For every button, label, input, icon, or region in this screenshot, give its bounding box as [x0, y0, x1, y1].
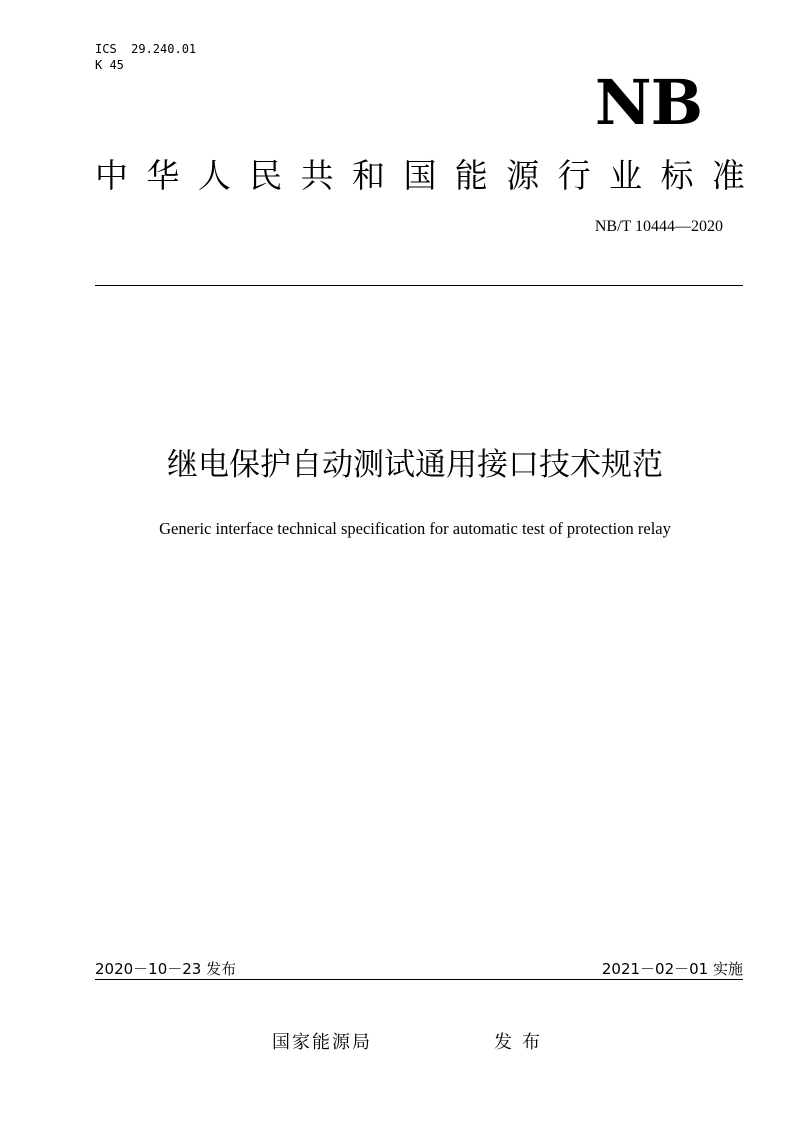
bottom-divider: [95, 979, 743, 980]
standard-title-char: 源: [506, 156, 540, 195]
issue-date: 2020－10－23 发布: [95, 960, 237, 978]
top-divider: [95, 285, 743, 286]
standard-category-title: [95, 152, 745, 200]
implementation-date: 2021－02－01 实施: [601, 960, 743, 978]
standard-number: NB/T 10444—2020: [594, 218, 723, 235]
nb-logo: NB: [594, 66, 702, 139]
ics-code: ICS 29.240.01: [95, 42, 197, 56]
publish-label: 发布: [494, 1032, 550, 1053]
standard-title-char: 国: [403, 156, 437, 195]
standard-title-char: 业: [609, 156, 643, 195]
standard-title-char: 华: [146, 156, 180, 195]
classification-codes: [95, 41, 196, 73]
publisher-name: 国家能源局: [272, 1032, 372, 1053]
standard-title-char: 行: [557, 156, 591, 195]
standard-title-char: 和: [352, 156, 386, 195]
standard-title-char: 人: [197, 156, 231, 195]
standard-title-char: 准: [711, 156, 745, 195]
ccs-code: K 45: [95, 58, 124, 72]
document-title-en: Generic interface technical specification for automatic test of protection relay: [159, 519, 671, 538]
document-title-cn: 继电保护自动测试通用接口技术规范: [167, 447, 663, 483]
standard-title-char: 共: [300, 156, 334, 195]
standard-title-char: 标: [660, 156, 694, 195]
standard-title-char: 中: [95, 156, 128, 195]
standard-title-char: 民: [249, 156, 283, 195]
standard-title-char: 能: [454, 156, 488, 195]
